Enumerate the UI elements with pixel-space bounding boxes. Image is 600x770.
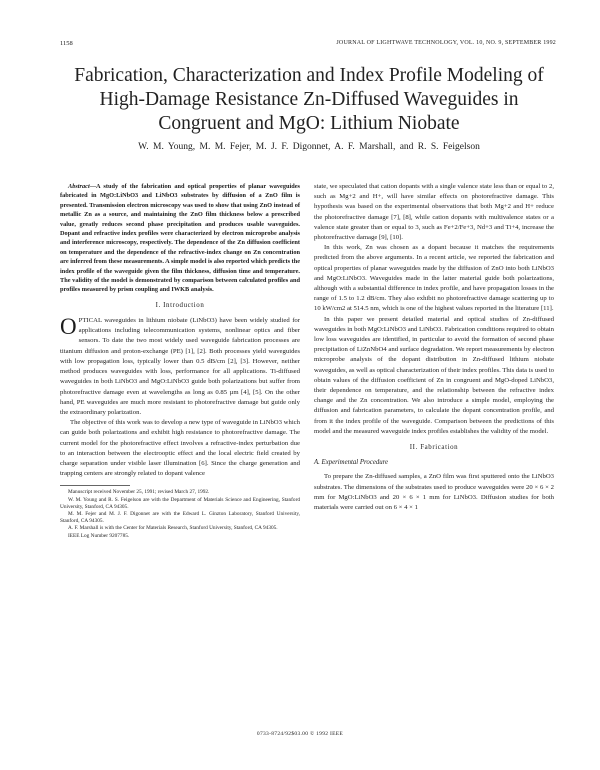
page-number: 1158 [60,40,73,47]
footnote-item: IEEE Log Number 9207785. [68,532,130,539]
left-column [60,182,300,540]
right-paragraph-1: state, we speculated that cation dopants with a single valence state less than or equal to 2, such as Mg+2 and H+, will have similar effects on photorefractive damage. This hypothesis was based on the experimental observations that both Mg+2 and H+ reduce the photorefractive damage [7], [8], while cation dopants with multivalence states or a valence state greater than or equal to 3, such as Fe+2/Fe+3, Nd+3 and Ti+4, increase the photorefractive damage [9], [10]. [314,183,554,242]
copyright-line: 0733-8724/92$03.00 © 1992 IEEE [256,731,344,737]
intro-paragraph-1-text: PTICAL waveguides in lithium niobate (LiNbO3) have been widely studied for applications including telecommunication systems, nonlinear optics and fiber sensors. To date the two most widely used waveguide fabrication processes are titanium diffusion and proton-exchange (PE) [1], [2]. Both processes yield waveguides with low propagation loss, typically lower than 0.5 dB/cm [2], [3]. However, neither method produces waveguides with loss, performance for all applications. Ti-diffused waveguides in both LiNbO3 and MgO:LiNbO3 guide both polarizations but suffer from photorefractive damage even at wavelengths as long as 0.85 µm [4], [5]. On the other hand, PE waveguides are much more resistant to photorefractive damage but guide only the extraordinary polarization. [60,317,300,416]
intro-paragraph-2: The objective of this work was to develop a new type of waveguide in LiNbO3 which can guide both polarizations and exhibit high resistance to photorefractive damage. The current model for the photorefractive effect involves a refractive-index perturbation due to an interaction between the electrooptic effect and the local electric field created by charge separation under visible laser illumination [6]. Since the charge generation and trapping centers are strongly related to dopant valence [60,419,300,478]
right-paragraph-3: In this paper we present detailed material and optical studies of Zn-diffused waveguides in both MgO:LiNbO3 and LiNbO3. Fabrication conditions required to obtain low loss waveguides are identified, in particular to avoid the formation of second phase precipitation of LiZnNbO4 and surface degradation. We report measurements by electron microprobe analysis of the dopant distribution in Zn-diffused lithium niobate waveguides, as well as optical characterization of their index profiles. This data is used to obtain values of the diffusion coefficient of Zn in congruent and MgO-doped LiNbO3, their dependence on temperature, and the relationship between the refractive index change and the Zn concentration. We also introduce a simple model, employing the diffusion and fabrication parameters, to calculate the dopant concentration profile, and from it the index profile of the waveguide. Comparison between the predictions of this model and the measured waveguide index profiles establishes the validity of the model. [314,315,554,435]
abstract [60,182,300,295]
intro-paragraph-1 [60,316,300,418]
footnotes [60,485,300,539]
footnote-item: A. F. Marshall is with the Center for Materials Research, Stanford University, Stanford, CA 94305. [68,525,278,532]
intro-heading: I. Introduction [155,301,205,309]
abstract-text: A study of the fabrication and optical properties of planar waveguides fabricated in MgO:LiNbO3 and LiNbO3 substrates by diffusion of a ZnO film is presented. Transmission electron microscopy was used to show that using ZnO instead of metallic Zn as a source, and maintaining the ZnO film thickness below a prescribed value, greatly reduces second phase precipitation and produces usable waveguides. Dopant and refractive index profiles were characterized by electron microprobe analysis and interference microscopy, respectively. The dependence of the Zn diffusion coefficient on temperature and the dependence of the refractive-index change on Zn concentration are inferred from these measurements. A simple model is also reported which predicts the index profile of the waveguide given the film thickness, diffusion time and temperature. The validity of the model is demonstrated by comparison between calculated profiles and profiles measured by prism coupling and IWKB analysis. [60,183,300,294]
footnote-item: W. M. Young and R. S. Feigelson are with the Department of Materials Science and Engineering, Stanford University, Stanford, CA 94305. [60,496,300,510]
footnote-item: Manuscript received November 25, 1991; revised March 27, 1992. [68,489,210,496]
paper-title: Fabrication, Characterization and Index Profile Modeling of High-Damage Resistance Zn-Diffused Waveguides in Congruent and MgO: Lithium Niobate [74,65,544,134]
abstract-label: Abstract— [68,183,96,190]
drop-cap: O [60,314,77,340]
right-column [314,182,554,513]
fabrication-heading: II. Fabrication [409,444,459,452]
footnote-item: M. M. Fejer and M. J. F. Digonnet are with the Edward L. Ginzton Laboratory, Stanford University, Stanford, CA 94305. [60,510,300,525]
right-paragraph-4: To prepare the Zn-diffused samples, a ZnO film was first sputtered onto the LiNbO3 substrates. The dimensions of the substrates used to produce waveguides were 20 × 6 × 2 mm for MgO:LiNbO3 and 20 × 6 × 1 mm for LiNbO3. Diffusion studies for both materials were carried out on 6 × 4 × 1 [314,473,554,512]
subsection-heading: A. Experimental Procedure [314,459,389,467]
footnote-rule [60,485,130,486]
running-head: JOURNAL OF LIGHTWAVE TECHNOLOGY, VOL. 10, NO. 9, SEPTEMBER 1992 [336,40,556,46]
author-list: W. M. Young, M. M. Fejer, M. J. F. Digonnet, A. F. Marshall, and R. S. Feigelson [138,142,480,152]
right-paragraph-2: In this work, Zn was chosen as a dopant because it matches the requirements predicted from the above arguments. In a recent article, we reported the fabrication and optical properties of planar waveguides made by the diffusion of ZnO into both LiNbO3 and MgO:LiNbO3. Waveguides made in the latter material guide both polarizations, although with a substantial difference in index profile, and have propagation losses in the range of 1.5 to 1.2 dB/cm. They also exhibit no photorefractive damage scattering up to 10 kW/cm2 at 514.5 nm, which is one of the highest values reported in the literature [11]. [314,244,554,313]
